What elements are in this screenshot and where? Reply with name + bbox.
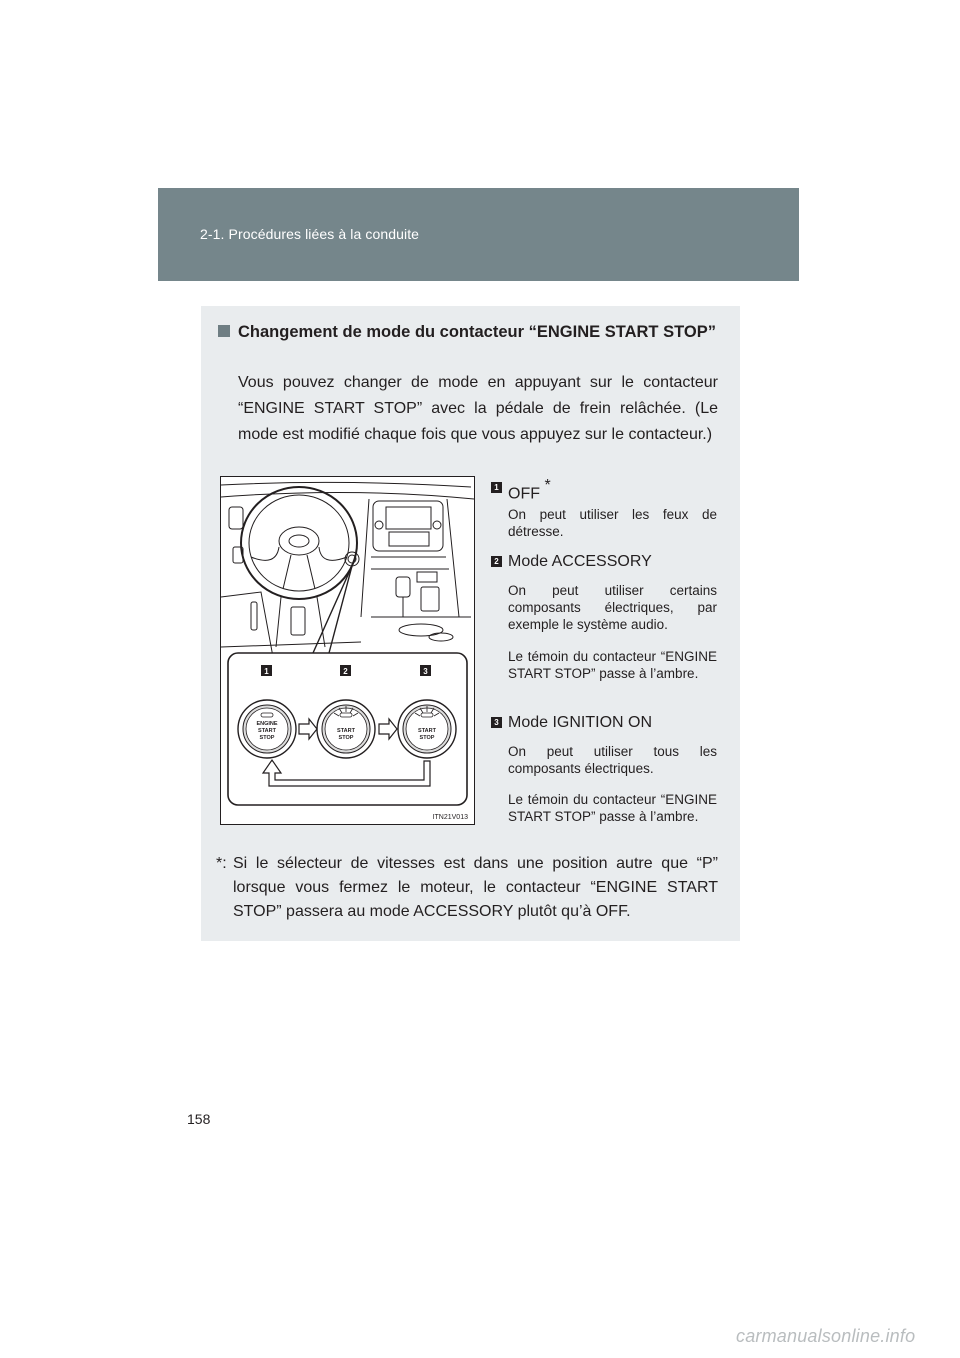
svg-text:START: START [258, 728, 276, 734]
svg-text:STOP: STOP [259, 735, 275, 741]
number-badge-2: 2 [491, 556, 502, 567]
figure-badge-3 [420, 665, 431, 676]
footnote [216, 852, 718, 924]
mode-item-off [491, 478, 717, 538]
section-header-band [158, 188, 799, 281]
svg-text:STOP: STOP [338, 735, 354, 741]
number-badge-1: 1 [491, 482, 502, 493]
engine-button-off-icon [238, 700, 296, 758]
mode-description: Le témoin du contacteur “ENGINE START STOP” passe à l’ambre. [508, 792, 717, 824]
intro-paragraph: Vous pouvez changer de mode en appuyant sur le contacteur “ENGINE START STOP” avec la pédale de frein relâchée. (Le mode est modifié chaque fois que vous appuyez sur le contacteur.) [238, 374, 718, 443]
heading-text: Changement de mode du contacteur “ENGINE START STOP” [238, 323, 716, 341]
footnote-asterisk: * [544, 477, 551, 494]
mode-title: Mode IGNITION ON [508, 714, 653, 731]
figure-badge-1 [261, 665, 272, 676]
svg-text:3: 3 [423, 667, 428, 676]
mode-item-accessory [491, 552, 717, 702]
mode-description: On peut utiliser les feux de détresse. [508, 507, 717, 539]
mode-title [508, 478, 551, 504]
mode-description: Le témoin du contacteur “ENGINE START STOP” passe à l’ambre. [508, 649, 717, 681]
footnote-marker: *: [216, 855, 227, 872]
number-badge-3: 3 [491, 717, 502, 728]
svg-text:STOP: STOP [419, 735, 435, 741]
svg-text:1: 1 [264, 667, 269, 676]
dashboard-illustration [220, 476, 475, 825]
mode-item-ignition-on [491, 713, 717, 848]
svg-text:START: START [337, 728, 355, 734]
figure-badge-2 [340, 665, 351, 676]
mode-title-text: OFF [508, 485, 540, 503]
engine-button-ignition-icon [398, 700, 456, 758]
footnote-text: Si le sélecteur de vitesses est dans une position autre que “P” lorsque vous fermez le moteur, le contacteur “ENGINE START STOP” passera au mode ACCESSORY plutôt qu’à OFF. [233, 855, 718, 920]
engine-button-accessory-icon [317, 700, 375, 758]
svg-text:START: START [418, 728, 436, 734]
panel-heading [218, 320, 718, 344]
mode-title: Mode ACCESSORY [508, 553, 652, 570]
dashboard-drawing [221, 477, 474, 824]
mode-description: On peut utiliser tous les composants électriques. [508, 744, 717, 776]
svg-text:ENGINE: ENGINE [256, 721, 278, 727]
page-number: 158 [187, 1111, 211, 1127]
watermark: carmanualsonline.info [736, 1326, 916, 1346]
svg-text:2: 2 [343, 667, 348, 676]
section-title: 2-1. Procédures liées à la conduite [200, 226, 420, 242]
figure-code: ITN21V013 [432, 814, 468, 821]
mode-description: On peut utiliser certains composants électriques, par exemple le système audio. [508, 583, 717, 632]
square-bullet-icon [218, 325, 230, 337]
